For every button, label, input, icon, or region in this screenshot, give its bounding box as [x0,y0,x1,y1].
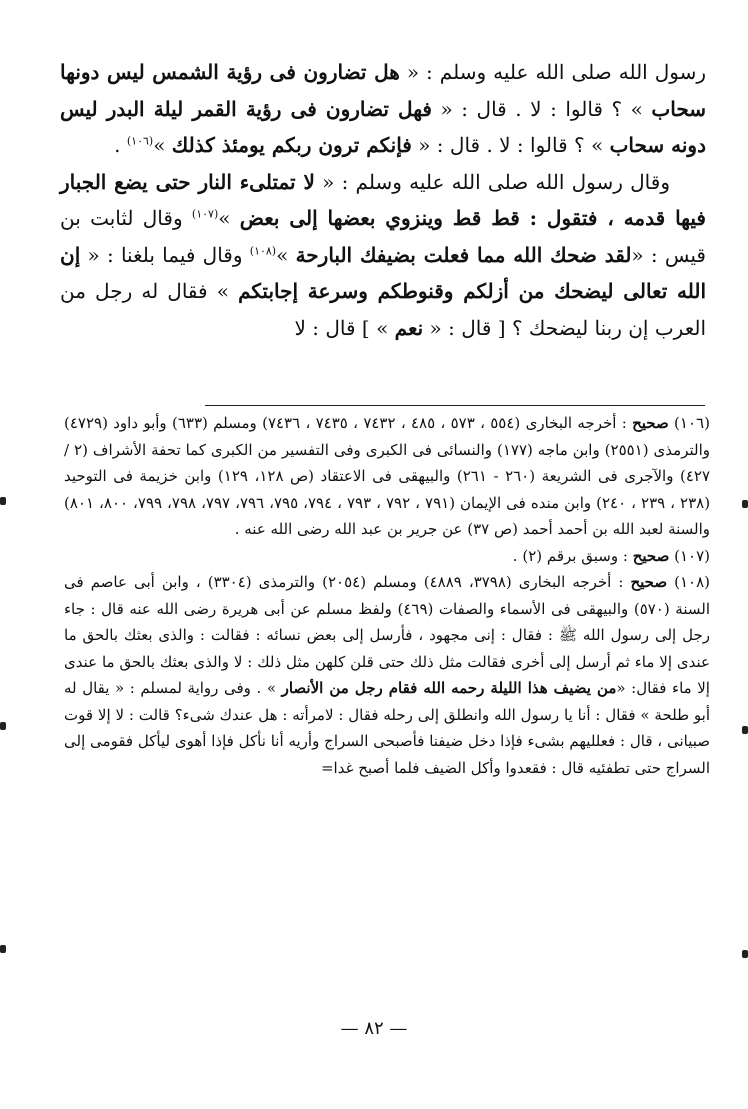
page-number: — ٨٢ — [340,1018,408,1039]
scan-mark [742,726,748,734]
footnotes [64,410,710,781]
scan-mark [742,950,748,958]
footnote-107 [64,543,710,570]
hadith-quote: إن الله تعالى ليضحك من أزلكم وقنوطكم وسرعة إجابتكم [60,242,707,303]
hadith-quote: من يضيف هذا الليلة رحمه الله فقام رجل من الأنصار [281,679,617,697]
text-run: وقال رسول الله صلى الله عليه وسلم : « [314,169,670,194]
footnote-ref: (١٠٨) [249,243,277,257]
footnote-grade: صحيح [630,573,668,591]
text-run: » ] قال : لا [294,315,395,340]
scan-mark [0,945,6,953]
footnote-number: (١٠٦) [674,414,710,432]
main-text [60,54,706,346]
text-run: رسول الله صلى الله عليه وسلم : « [399,60,706,84]
text-run: : أخرجه البخارى (٣٧٩٨، ٤٨٨٩) ومسلم (٢٠٥٤) والترمذى (٣٣٠٤) ، وابن أبى عاصم فى السنة (٥٧٠) والبيهقى فى الأسماء والصفات (٤٦٩) ولفظ مسلم عن أبى هريرة رضى الله عنه قال : جاء رجل إلى رسول الله ﷺ : فقال : إنى مجهود ، فأرسل إلى بعض نسائه : فقالت : والذى بعثك بالحق ما عندى إلا ماء ثم أرسل إلى أخرى فقالت مثل ذلك حتى قلن كلهن مثل ذلك : لا والذى بعثك بالحق ما عندى إلا ماء فقال: « [64,573,710,697]
footnote-number: (١٠٨) [674,573,711,591]
paragraph-2 [60,164,706,347]
footnote-text: : أخرجه البخارى (٥٥٤ ، ٥٧٣ ، ٤٨٥ ، ٧٤٣٢ ، ٧٤٣٥ ، ٧٤٣٦) ومسلم (٦٣٣) وأبو داود (٤٧٢٩) والترمذى (٢٥٥١) وابن ماجه (١٧٧) والنسائى فى الكبرى وفى التفسير من الكبرى كما تحفة الأشراف (٢ / ٤٢٧) والآجرى فى الشريعة (٢٦٠ - ٢٦١) والبيهقى فى الاعتقاد (ص ١٢٨، ١٢٩) وابن خزيمة فى التوحيد (٢٣٨ ، ٢٣٩ ، ٢٤٠) وابن منده فى الإيمان (٧٩١ ، ٧٩٢ ، ٧٩٣ ، ٧٩٤، ٧٩٥، ٧٩٦، ٧٩٧، ٧٩٨، ٧٩٩، ٨٠٠، ٨٠١) والسنة لعبد الله بن أحمد أحمد (ص ٣٧) عن جرير بن عبد الله رضى الله عنه . [64,414,711,538]
footnote-text: : وسبق برقم (٢) . [512,546,633,565]
footnote-text [64,573,710,777]
text-run: » [218,206,240,230]
footnote-ref: (١٠٧) [191,207,219,221]
footnote-106 [64,410,710,543]
footnote-divider [205,405,705,406]
hadith-quote: فهل تضارون فى رؤية القمر ليلة البدر ليس دونه سحاب [60,96,706,157]
text-run: » فقال له رجل من العرب إن ربنا ليضحك ؟ [ قال : « [60,279,706,340]
scan-mark [0,497,6,505]
footnote-number: (١٠٧) [674,546,710,565]
hadith-quote: هل تضارون فى رؤية الشمس ليس دونها سحاب [60,60,706,121]
text-run: » [153,133,172,157]
hadith-quote: لا تمتلىء النار حتى يضع الجبار فيها قدمه ، فتقول : قط قط وينزوي بعضها إلى بعض [60,169,706,230]
hadith-quote: فإنكم ترون ربكم يومئذ كذلك [171,133,412,157]
text-run: » ؟ قالوا : لا . قال : « [432,96,652,121]
text-run: . [114,133,127,157]
footnote-grade: صحيح [632,414,669,432]
text-run: » . وفى رواية لمسلم : « يقال له أبو طلحة » فقال : أنا يا رسول الله وانطلق إلى رحله فقال : لامرأته : هل عندك شىء؟ قالت : لا إلا قوت صبيانى ، قال : فعلليهم بشىء فإذا دخل ضيفنا فأصبحى السراج وأريه أنا نأكل فإذا أهوى ليأكل فقومى إلى السراج حتى تطفئيه قال : فقعدوا وأكل الضيف فلما أصبح غدا= [64,679,710,777]
text-run: » ؟ قالوا : لا . قال : « [411,133,610,157]
text-run: وقال فيما بلغنا : « [80,242,250,267]
hadith-quote: لقد ضحك الله مما فعلت بضيفك البارحة [295,242,632,267]
text-run: » [276,242,296,267]
hadith-quote: نعم [394,315,424,340]
text-run: وقال لثابت بن قيس : « [60,206,706,267]
footnote-grade: صحيح [632,546,670,565]
footnote-108 [64,569,710,781]
scan-mark [0,722,6,730]
footnote-ref: (١٠٦) [126,134,154,148]
paragraph-1 [60,54,706,164]
scan-mark [742,500,748,508]
